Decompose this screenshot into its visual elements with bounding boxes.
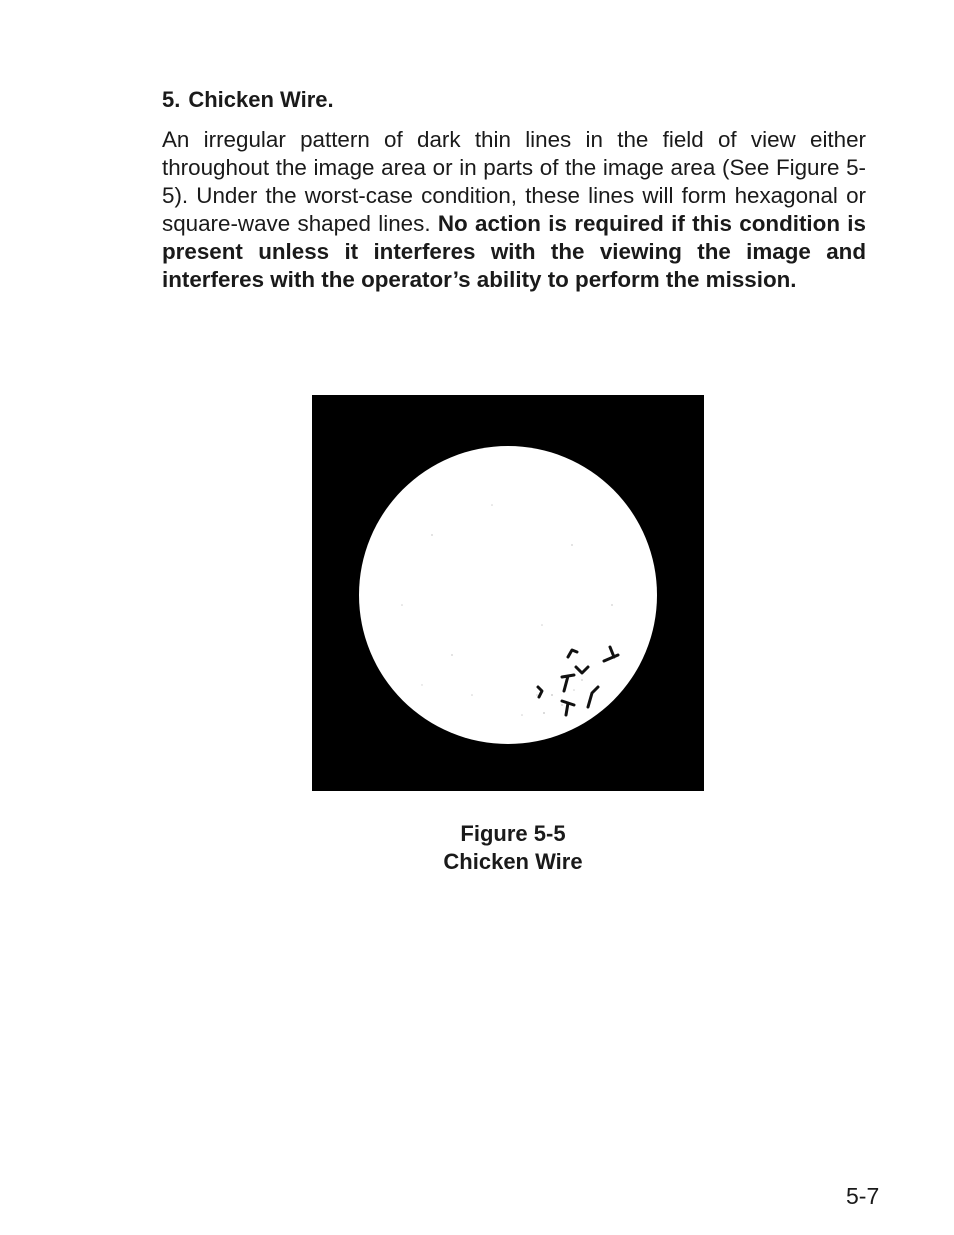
page-number: 5-7: [846, 1183, 880, 1209]
chicken-wire-figure: [312, 395, 704, 791]
section-number: 5.: [162, 87, 181, 112]
figure-caption: [313, 820, 713, 876]
field-of-view-circle: [359, 446, 657, 744]
section-title: Chicken Wire.: [188, 87, 334, 112]
section-heading: [162, 86, 334, 114]
body-paragraph-normal: An irregular pattern of dark thin lines in the field of view either throughout the image area or in parts of the image area (See Figure 5-5). Under the worst-case condition, these lines will form hexagonal or square-wave shaped lines.: [162, 127, 866, 236]
body-paragraph-bold: No action is required if this condition is present unless it interferes with the viewing the image and interferes with the operator’s ability to perform the mission.: [162, 211, 866, 292]
body-paragraph: [162, 126, 866, 294]
figure-label: Figure 5-5: [460, 821, 566, 846]
figure-title: Chicken Wire: [443, 849, 583, 874]
